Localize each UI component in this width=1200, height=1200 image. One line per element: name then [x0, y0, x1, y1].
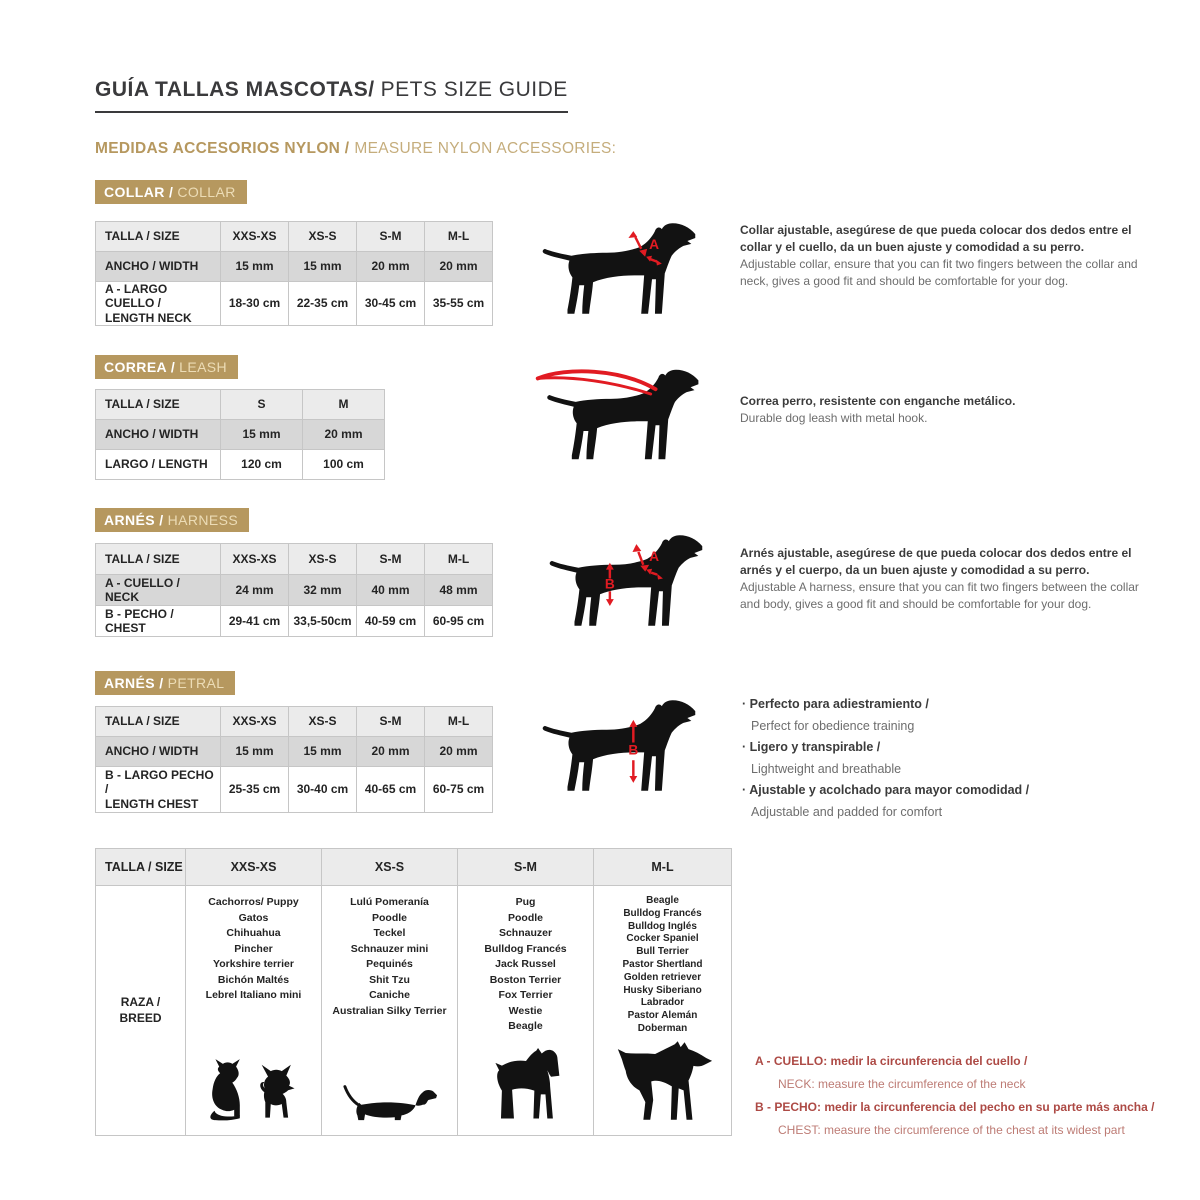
- collar-row-label: [96, 282, 221, 326]
- breed-item: Shit Tzu: [369, 973, 410, 986]
- breed-list-xs-s: [322, 886, 458, 1136]
- collar-header-cell: XS-S: [289, 222, 357, 252]
- leash-row-label: ANCHO / WIDTH: [96, 420, 221, 450]
- harness-header-cell: TALLA / SIZE: [96, 544, 221, 575]
- breed-row-label-line1: RAZA /: [120, 994, 161, 1009]
- collar-header-cell: XXS-XS: [221, 222, 289, 252]
- breed-item: Lulú Pomeranía: [350, 896, 429, 908]
- leash-badge-es: CORREA /: [104, 359, 176, 375]
- harness-description: [740, 545, 1160, 613]
- note-b-es: B - PECHO: medir la circunferencia del pecho en su parte más ancha /: [755, 1100, 1155, 1114]
- petral-feature-en: Adjustable and padded for comfort: [751, 804, 943, 819]
- breed-item: Labrador: [640, 997, 685, 1009]
- dachshund-icon: [340, 1076, 440, 1124]
- breed-item: Bulldog Inglés: [628, 920, 697, 932]
- breed-item: Pastor Shertland: [622, 958, 703, 970]
- harness-table: [95, 543, 493, 637]
- note-b-en: CHEST: measure the circumference of the chest at its widest part: [778, 1123, 1125, 1137]
- bullet-icon: ·: [742, 740, 747, 754]
- breed-item: Caniche: [369, 989, 410, 1001]
- doberman-icon: [610, 1041, 716, 1124]
- petral-header-cell: XS-S: [289, 707, 357, 737]
- breed-item: Husky Siberiano: [623, 984, 702, 996]
- collar-badge: [95, 180, 247, 204]
- petral-header-cell: TALLA / SIZE: [96, 707, 221, 737]
- breed-item: Australian Silky Terrier: [332, 1004, 447, 1017]
- collar-measure-letter-a: A: [649, 236, 660, 252]
- petral-badge-en: PETRAL: [167, 675, 225, 691]
- harness-header-cell: S-M: [357, 544, 425, 575]
- breed-item: Pequinés: [366, 958, 413, 970]
- breed-item: Lebrel Italiano mini: [205, 989, 302, 1001]
- harness-dog-icon: [545, 526, 717, 634]
- petral-feature-en: Lightweight and breathable: [751, 761, 902, 776]
- breed-item: Boston Terrier: [489, 973, 562, 986]
- collar-cell: 15 mm: [221, 252, 289, 282]
- harness-row-label: A - CUELLO / NECK: [96, 575, 221, 606]
- breed-item: Gatos: [238, 911, 269, 924]
- harness-cell: 24 mm: [221, 575, 289, 606]
- collar-cell: 18-30 cm: [221, 282, 289, 326]
- bullet-icon: ·: [742, 783, 747, 797]
- harness-desc-en: Adjustable A harness, ensure that you can fit two fingers between the collar and body, gives a good fit and should be comfortable for your dog.: [740, 580, 1139, 611]
- petral-feature-en: Perfect for obedience training: [751, 718, 915, 733]
- subtitle-es: MEDIDAS ACCESORIOS NYLON /: [95, 140, 350, 157]
- leash-desc-es: Correa perro, resistente con enganche metálico.: [740, 394, 1016, 408]
- harness-cell: 33,5-50cm: [289, 606, 357, 637]
- petral-dog-icon: [538, 692, 710, 798]
- petral-header-cell: XXS-XS: [221, 707, 289, 737]
- chihuahua-icon: [258, 1062, 300, 1124]
- breed-item: Bichón Maltés: [217, 973, 290, 986]
- breed-item: Schnauzer: [498, 927, 553, 939]
- collar-row-label-line1: A - LARGO CUELLO /: [105, 282, 168, 311]
- collar-cell: 20 mm: [357, 252, 425, 282]
- harness-measure-letter-a: A: [649, 548, 660, 564]
- breed-item: Cocker Spaniel: [626, 933, 699, 945]
- collar-header-cell: S-M: [357, 222, 425, 252]
- petral-cell: 30-40 cm: [289, 767, 357, 813]
- breed-item: Beagle: [508, 1020, 543, 1032]
- harness-badge-es: ARNÉS /: [104, 512, 164, 528]
- harness-measure-letter-b: B: [604, 576, 615, 592]
- breed-item: Golden retriever: [623, 971, 702, 983]
- collar-table: [95, 221, 493, 326]
- note-a-es: A - CUELLO: medir la circunferencia del cuello /: [755, 1054, 1028, 1068]
- harness-badge: [95, 508, 249, 532]
- petral-row-label-line2: LENGTH CHEST: [105, 796, 199, 811]
- harness-header-cell: M-L: [425, 544, 493, 575]
- collar-cell: 30-45 cm: [357, 282, 425, 326]
- breed-item: Fox Terrier: [498, 989, 553, 1001]
- breed-item: Cachorros/ Puppy: [208, 896, 299, 908]
- bullet-icon: ·: [742, 697, 747, 711]
- petral-cell: 60-75 cm: [425, 767, 493, 813]
- leash-header-cell: S: [221, 390, 303, 420]
- collar-row-label: ANCHO / WIDTH: [96, 252, 221, 282]
- section-subtitle: [95, 140, 616, 158]
- breed-item: Pastor Alemán: [627, 1010, 698, 1022]
- petral-cell: 20 mm: [425, 737, 493, 767]
- breed-header-cell: TALLA / SIZE: [96, 849, 186, 886]
- petral-badge: [95, 671, 235, 695]
- breed-list-m-l: [594, 886, 732, 1136]
- breed-item: Yorkshire terrier: [213, 958, 294, 970]
- breed-header-cell: XXS-XS: [186, 849, 322, 886]
- collar-cell: 15 mm: [289, 252, 357, 282]
- harness-desc-es: Arnés ajustable, asegúrese de que pueda colocar dos dedos entre el arnés y el cuerpo, da un buen ajuste y comodidad a su perro.: [740, 546, 1132, 577]
- petral-cell: 15 mm: [221, 737, 289, 767]
- harness-badge-en: HARNESS: [167, 512, 239, 528]
- breed-item: Beagle: [646, 895, 679, 906]
- page-title-en: PETS SIZE GUIDE: [380, 78, 568, 101]
- breed-row-label-line2: BREED: [119, 1010, 162, 1025]
- collar-header-cell: TALLA / SIZE: [96, 222, 221, 252]
- petral-table: [95, 706, 493, 813]
- petral-header-cell: M-L: [425, 707, 493, 737]
- breed-item: Westie: [508, 1004, 543, 1017]
- subtitle-en: MEASURE NYLON ACCESSORIES:: [354, 140, 617, 157]
- breed-header-cell: XS-S: [322, 849, 458, 886]
- collar-cell: 22-35 cm: [289, 282, 357, 326]
- petral-cell: 25-35 cm: [221, 767, 289, 813]
- breed-table: [95, 848, 732, 1136]
- note-a-en: NECK: measure the circumference of the neck: [778, 1077, 1026, 1091]
- petral-row-label: [96, 767, 221, 813]
- collar-badge-en: COLLAR: [177, 184, 236, 200]
- collar-badge-es: COLLAR /: [104, 184, 174, 200]
- collar-header-cell: M-L: [425, 222, 493, 252]
- harness-cell: 32 mm: [289, 575, 357, 606]
- leash-header-cell: TALLA / SIZE: [96, 390, 221, 420]
- leash-cell: 20 mm: [303, 420, 385, 450]
- harness-cell: 40-59 cm: [357, 606, 425, 637]
- petral-header-cell: S-M: [357, 707, 425, 737]
- harness-header-cell: XS-S: [289, 544, 357, 575]
- petral-row-label: ANCHO / WIDTH: [96, 737, 221, 767]
- leash-cell: 15 mm: [221, 420, 303, 450]
- breed-item: Jack Russel: [495, 958, 556, 970]
- breed-item: Chihuahua: [226, 927, 281, 939]
- collar-row-label-line2: LENGTH NECK: [105, 310, 192, 325]
- petral-cell: 40-65 cm: [357, 767, 425, 813]
- petral-measure-letter-b: B: [628, 742, 639, 758]
- leash-badge: [95, 355, 238, 379]
- petral-cell: 20 mm: [357, 737, 425, 767]
- leash-table: [95, 389, 385, 480]
- harness-cell: 29-41 cm: [221, 606, 289, 637]
- petral-feature-es: · Ajustable y acolchado para mayor comodidad /: [742, 783, 1030, 797]
- leash-row-label: LARGO / LENGTH: [96, 450, 221, 480]
- petral-feature-es: · Perfecto para adiestramiento /: [742, 697, 929, 711]
- leash-dog-icon: [528, 362, 713, 466]
- measurement-notes: [755, 1050, 1195, 1142]
- breed-list-s-m: [458, 886, 594, 1136]
- cat-icon: [207, 1058, 252, 1124]
- leash-description: [740, 393, 1160, 427]
- breed-list-xxs-xs: [186, 886, 322, 1136]
- breed-header-cell: S-M: [458, 849, 594, 886]
- leash-cell: 120 cm: [221, 450, 303, 480]
- leash-cell: 100 cm: [303, 450, 385, 480]
- leash-badge-en: LEASH: [179, 359, 228, 375]
- breed-item: Schnauzer mini: [350, 942, 429, 955]
- harness-cell: 60-95 cm: [425, 606, 493, 637]
- petral-cell: 15 mm: [289, 737, 357, 767]
- harness-row-label: B - PECHO / CHEST: [96, 606, 221, 637]
- collar-desc-es: Collar ajustable, asegúrese de que pueda colocar dos dedos entre el collar y el cuello, da un buen ajuste y comodidad a su perro.: [740, 223, 1132, 254]
- collar-desc-en: Adjustable collar, ensure that you can fit two fingers between the collar and neck, gives a good fit and should be comfortable for your dog.: [740, 257, 1138, 288]
- breed-item: Poodle: [507, 911, 543, 924]
- harness-cell: 40 mm: [357, 575, 425, 606]
- petral-row-label-line1: B - LARGO PECHO /: [105, 768, 214, 797]
- petral-features: [742, 694, 1162, 823]
- breed-header-cell: M-L: [594, 849, 732, 886]
- collar-cell: 35-55 cm: [425, 282, 493, 326]
- page-title-es: GUÍA TALLAS MASCOTAS/: [95, 78, 375, 101]
- breed-item: Bulldog Francés: [623, 907, 702, 919]
- leash-header-cell: M: [303, 390, 385, 420]
- breed-item: Doberman: [637, 1022, 688, 1034]
- harness-cell: 48 mm: [425, 575, 493, 606]
- petral-badge-es: ARNÉS /: [104, 675, 164, 691]
- collar-description: [740, 222, 1160, 290]
- collar-dog-icon: [538, 216, 710, 320]
- breed-row-label: [96, 886, 186, 1136]
- collar-cell: 20 mm: [425, 252, 493, 282]
- schnauzer-icon: [487, 1048, 565, 1124]
- leash-desc-en: Durable dog leash with metal hook.: [740, 411, 928, 425]
- harness-header-cell: XXS-XS: [221, 544, 289, 575]
- breed-item: Poodle: [371, 911, 407, 924]
- petral-feature-es: · Ligero y transpirable /: [742, 740, 881, 754]
- breed-item: Bulldog Francés: [484, 942, 567, 955]
- breed-item: Pug: [515, 896, 536, 908]
- page-title: [95, 78, 568, 113]
- breed-item: Pincher: [234, 942, 273, 955]
- breed-item: Bull Terrier: [636, 946, 689, 958]
- breed-item: Teckel: [373, 927, 406, 939]
